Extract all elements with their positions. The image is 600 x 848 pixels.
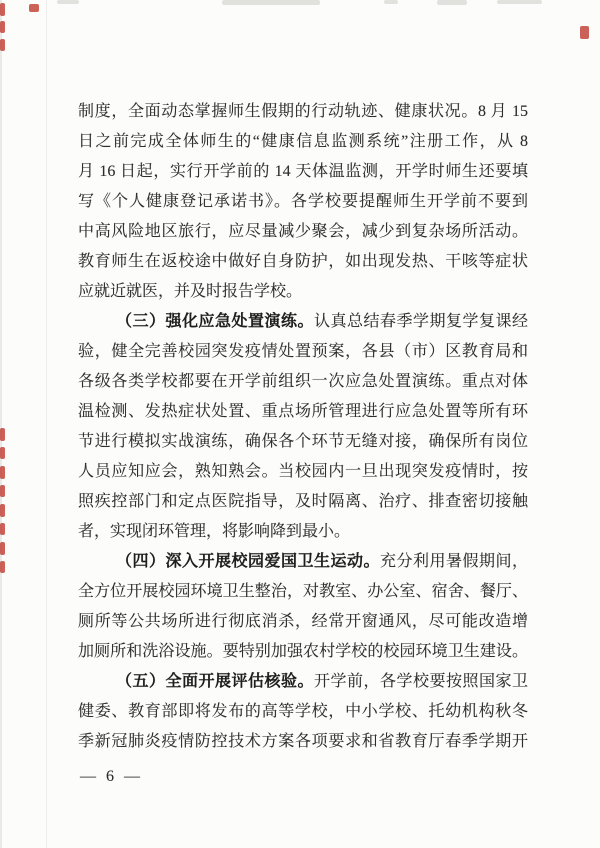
text-line: 全方位开展校园环境卫生整治，对教室、办公室、宿舍、餐厅、: [78, 583, 528, 600]
section-heading: （四）深入开展校园爱国卫生运动。: [116, 553, 380, 570]
red-scan-mark: [0, 561, 5, 573]
text-line: （四）深入开展校园爱国卫生运动。充分利用暑假期间，: [116, 553, 528, 570]
red-scan-mark: [0, 39, 5, 51]
red-scan-mark: [0, 428, 5, 441]
scan-left-edge: [0, 0, 2, 848]
text-line: 制度，全面动态掌握师生假期的行动轨迹、健康状况。8 月 15: [78, 103, 528, 120]
gray-scan-smudge: [497, 0, 542, 4]
text-line: 加厕所和洗浴设施。要特别加强农村学校的校园环境卫生建设。: [78, 643, 528, 660]
red-scan-mark: [0, 542, 5, 555]
text-line: 各级各类学校都要在开学前组织一次应急处置演练。重点对体: [78, 373, 528, 390]
text-line: 中高风险地区旅行，应尽量减少聚会，减少到复杂场所活动。: [78, 223, 528, 240]
text-line: 温检测、发热症状处置、重点场所管理进行应急处置等所有环: [78, 403, 528, 420]
gray-scan-smudge: [57, 0, 79, 4]
text-line: 教育师生在返校途中做好自身防护，如出现发热、干咳等症状: [78, 253, 528, 270]
red-scan-mark: [0, 466, 5, 479]
section-heading: （三）强化应急处置演练。: [116, 313, 314, 330]
gray-scan-smudge: [384, 0, 398, 4]
gray-scan-smudge: [222, 0, 320, 5]
text-line: 人员应知应会，熟知熟会。当校园内一旦出现突发疫情时，按: [78, 463, 528, 480]
red-scan-mark: [0, 3, 5, 16]
red-scan-mark: [0, 485, 5, 497]
red-scan-mark: [0, 504, 5, 517]
document-body-text: [78, 97, 528, 757]
red-scan-mark: [0, 21, 5, 33]
page-number: — 6 —: [80, 768, 143, 785]
text-line: 日之前完成全体师生的“健康信息监测系统”注册工作，从 8: [78, 133, 528, 150]
text-line: 月 16 日起，实行开学前的 14 天体温监测，开学时师生还要填: [78, 163, 528, 180]
red-scan-mark: [0, 447, 5, 459]
text-line: 健委、教育部即将发布的高等学校，中小学校、托幼机构秋冬: [78, 703, 528, 720]
scan-fold-line: [46, 0, 47, 848]
text-line: 应就近就医，并及时报告学校。: [78, 283, 303, 300]
text-line: 者，实现闭环管理，将影响降到最小。: [78, 523, 351, 540]
section-heading: （五）全面开展评估核验。: [116, 673, 314, 690]
text-line: 验，健全完善校园突发疫情处置预案，各县（市）区教育局和: [78, 343, 528, 360]
text-line: （三）强化应急处置演练。认真总结春季学期复学复课经: [116, 313, 528, 330]
text-line: 季新冠肺炎疫情防控技术方案各项要求和省教育厅春季学期开: [78, 733, 528, 750]
text-line: 厕所等公共场所进行彻底消杀，经常开窗通风，尽可能改造增: [78, 613, 528, 630]
text-line: 写《个人健康登记承诺书》。各学校要提醒师生开学前不要到: [78, 193, 528, 210]
gray-scan-smudge: [437, 0, 467, 5]
text-line: 节进行模拟实战演练，确保各个环节无缝对接，确保所有岗位: [78, 433, 528, 450]
red-scan-mark: [29, 4, 39, 12]
text-line: （五）全面开展评估核验。开学前，各学校要按照国家卫: [116, 673, 528, 690]
red-scan-mark: [580, 26, 589, 39]
text-line: 照疾控部门和定点医院指导，及时隔离、治疗、排查密切接触: [78, 493, 528, 510]
red-scan-mark: [0, 523, 5, 535]
